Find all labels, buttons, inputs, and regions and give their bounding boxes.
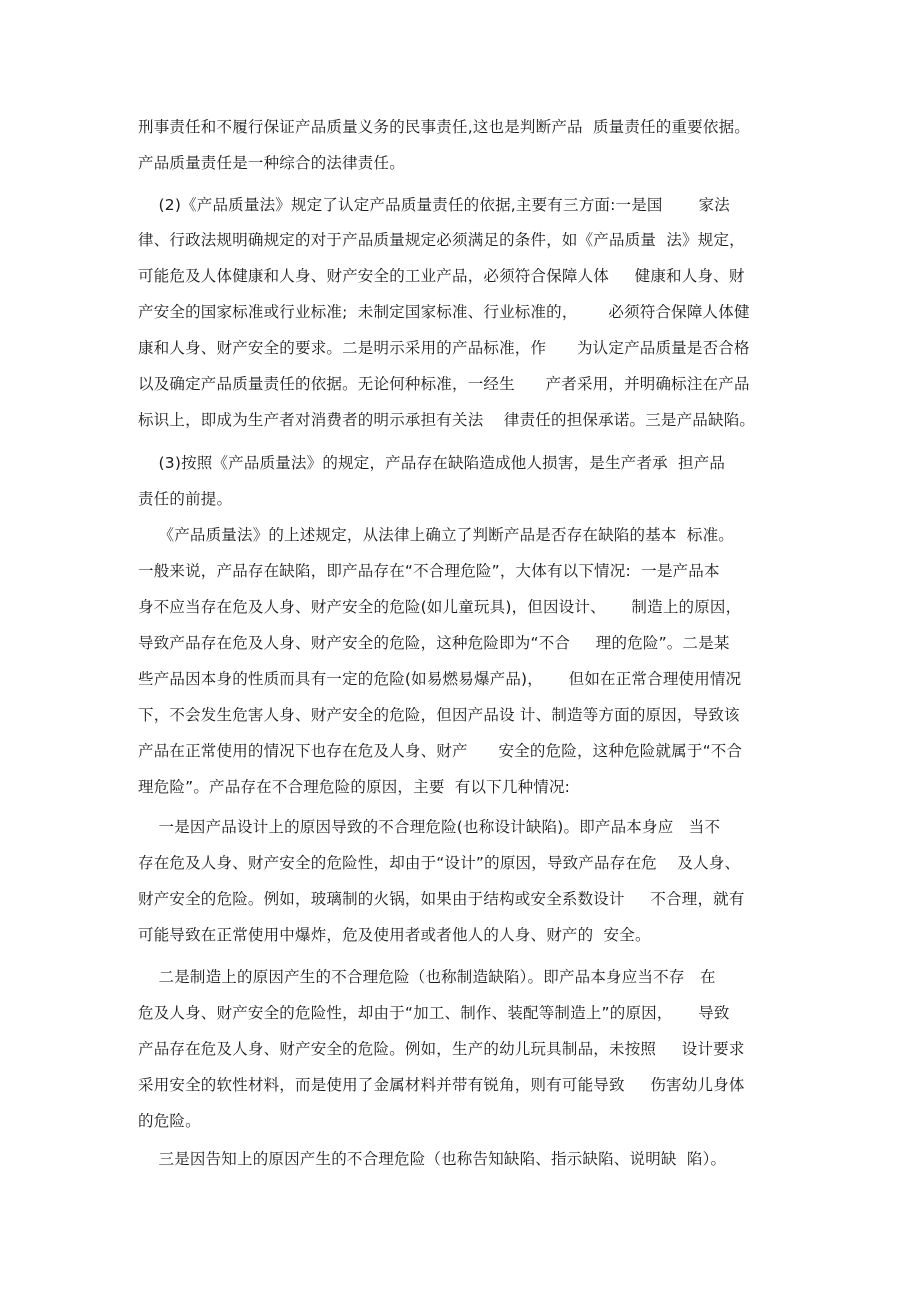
text-line: (2)《产品质量法》规定了认定产品质量责任的依据,主要有三方面:一是国 家法	[138, 196, 730, 214]
text-line: (3)按照《产品质量法》的规定，产品存在缺陷造成他人损害，是生产者承 担产品	[138, 454, 726, 472]
text-line: 的危险。	[138, 1112, 201, 1130]
text-line: 财产安全的危险。例如，玻璃制的火锅，如果由于结构或安全系数设计 不合理，就有	[138, 890, 745, 908]
text-line: 采用安全的软性材料，而是使用了金属材料并带有锐角，则有可能导致 伤害幼儿身体	[138, 1076, 745, 1094]
text-line: 理危险”。产品存在不合理危险的原因，主要 有以下几种情况:	[138, 778, 571, 796]
text-line: 律、行政法规明确规定的对于产品质量规定必须满足的条件，如《产品质量 法》规定，	[138, 231, 745, 249]
text-line: 下，不会发生危害人身、财产安全的危险，但因产品设 计、制造等方面的原因，导致该	[138, 706, 740, 724]
text-line: 三是因告知上的原因产生的不合理危险（也称告知缺陷、指示缺陷、说明缺 陷）。	[138, 1150, 727, 1168]
text-line: 身不应当存在危及人身、财产安全的危险(如儿童玩具)，但因设计、 制造上的原因，	[138, 598, 742, 616]
text-line: 可能危及人体健康和人身、财产安全的工业产品，必须符合保障人体 健康和人身、财	[138, 267, 745, 285]
text-line: 存在危及人身、财产安全的危险性，却由于“设计”的原因，导致产品存在危 及人身、	[138, 854, 741, 872]
text-line: 一是因产品设计上的原因导致的不合理危险(也称设计缺陷)。即产品本身应 当不	[138, 818, 721, 836]
text-line: 导致产品存在危及人身、财产安全的危险，这种危险即为“不合 理的危险”。二是某	[138, 634, 730, 652]
text-line: 可能导致在正常使用中爆炸，危及使用者或者他人的人身、财产的 安全。	[138, 926, 651, 944]
text-line: 二是制造上的原因产生的不合理危险（也称制造缺陷）。即产品本身应当不存 在	[138, 968, 716, 986]
text-line: 些产品因本身的性质而具有一定的危险(如易燃易爆产品)， 但如在正常合理使用情况	[138, 670, 742, 688]
text-line: 责任的前提。	[138, 490, 233, 508]
text-line: 产品存在危及人身、财产安全的危险。例如，生产的幼儿玩具制品，未按照 设计要求	[138, 1040, 745, 1058]
text-line: 标识上，即成为生产者对消费者的明示承担有关法 律责任的担保承诺。三是产品缺陷。	[138, 411, 756, 429]
text-line: 以及确定产品质量责任的依据。无论何种标准，一经生 产者采用，并明确标注在产品	[138, 375, 750, 393]
text-line: 产品在正常使用的情况下也存在危及人身、财产 安全的危险，这种危险就属于“不合	[138, 742, 743, 760]
text-line: 产安全的国家标准或行业标准; 未制定国家标准、行业标准的， 必须符合保障人体健	[138, 303, 750, 321]
text-line: 危及人身、财产安全的危险性，却由于“加工、制作、装配等制造上”的原因， 导致	[138, 1004, 730, 1022]
text-line: 一般来说，产品存在缺陷，即产品存在“不合理危险”，大体有以下情况: 一是产品本	[138, 562, 720, 580]
text-line: 产品质量责任是一种综合的法律责任。	[138, 154, 405, 172]
text-line: 康和人身、财产安全的要求。二是明示采用的产品标准，作 为认定产品质量是否合格	[138, 339, 750, 357]
text-line: 刑事责任和不履行保证产品质量义务的民事责任,这也是判断产品 质量责任的重要依据。	[138, 118, 750, 136]
text-line: 《产品质量法》的上述规定，从法律上确立了判断产品是否存在缺陷的基本 标准。	[138, 526, 734, 544]
